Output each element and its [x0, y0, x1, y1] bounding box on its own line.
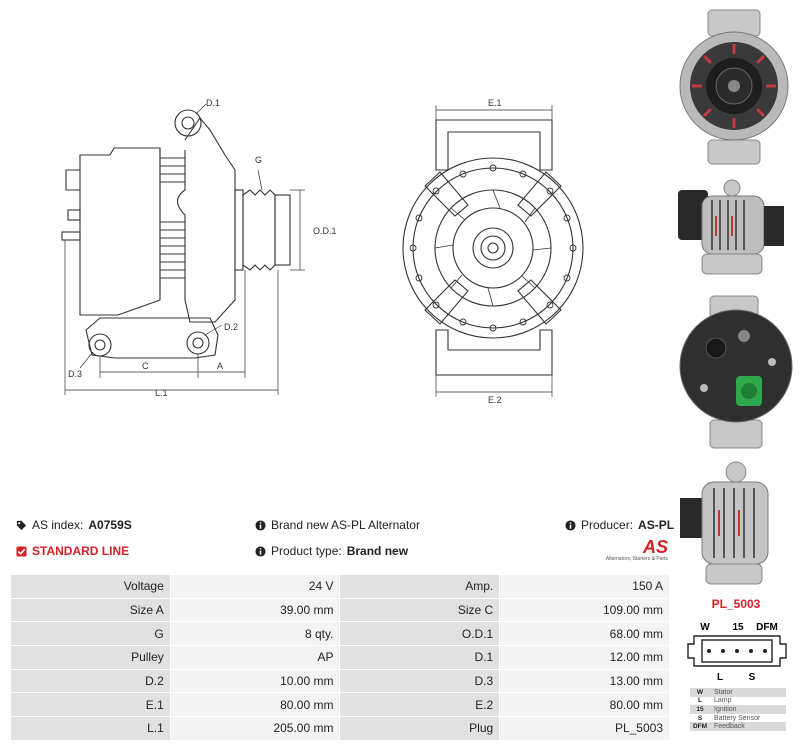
spec-label: Plug	[340, 717, 500, 741]
spec-row	[11, 622, 670, 646]
spec-value: 109.00 mm	[500, 598, 670, 622]
spec-row	[11, 693, 670, 717]
spec-label: Pulley	[11, 646, 171, 670]
legend-desc: Ignition	[714, 705, 737, 713]
label-c: C	[142, 361, 149, 371]
plug-pin-label: DFM	[756, 622, 778, 633]
spec-row	[11, 669, 670, 693]
product-type-value: Brand new	[346, 544, 409, 558]
checkbox-icon	[16, 546, 27, 557]
spec-row	[11, 598, 670, 622]
info-icon	[565, 520, 576, 531]
as-index-label: AS index:	[32, 518, 84, 532]
spec-label: Voltage	[11, 575, 171, 599]
label-e1: E.1	[488, 98, 502, 108]
label-g: G	[255, 155, 263, 165]
plug-diagram	[680, 616, 795, 686]
spec-label: D.2	[11, 669, 171, 693]
spec-value: 10.00 mm	[170, 669, 340, 693]
as-index-value: A0759S	[88, 518, 132, 532]
label-d2: D.2	[224, 322, 239, 332]
spec-value: 24 V	[170, 575, 340, 599]
spec-value: 68.00 mm	[500, 622, 670, 646]
alternator-photo[interactable]	[672, 458, 800, 590]
legend-key: L	[698, 697, 702, 705]
legend-key: W	[696, 688, 704, 696]
legend-key: 15	[696, 705, 704, 713]
spec-table	[10, 574, 670, 741]
spec-value: 12.00 mm	[500, 646, 670, 670]
legend-row	[690, 697, 786, 706]
producer-value: AS-PL	[638, 518, 675, 532]
legend-desc: Stator	[714, 688, 733, 696]
plug-pin-label: W	[700, 622, 710, 633]
product-type-label: Product type:	[271, 544, 342, 558]
spec-label: G	[11, 622, 171, 646]
tag-icon	[16, 520, 27, 531]
info-icon	[255, 520, 266, 531]
brand	[255, 518, 420, 532]
spec-value: 39.00 mm	[170, 598, 340, 622]
spec-value: 80.00 mm	[170, 693, 340, 717]
spec-value: 80.00 mm	[500, 693, 670, 717]
label-d1: D.1	[206, 98, 221, 108]
spec-label: L.1	[11, 717, 171, 741]
spec-label: O.D.1	[340, 622, 500, 646]
as-index	[16, 518, 132, 532]
label-d3: D.3	[68, 369, 83, 379]
info-icon	[255, 546, 266, 557]
product-info	[0, 512, 675, 572]
spec-label: E.2	[340, 693, 500, 717]
photo-gallery	[672, 0, 800, 600]
plug-title: PL_5003	[711, 597, 761, 611]
producer	[565, 518, 674, 532]
spec-label: D.3	[340, 669, 500, 693]
alternator-photo[interactable]	[672, 6, 800, 166]
legend-desc: Lamp	[714, 697, 732, 705]
asl-logo	[600, 538, 668, 562]
label-l1: L.1	[155, 388, 168, 398]
spec-value: PL_5003	[500, 717, 670, 741]
label-od1: O.D.1	[313, 226, 337, 236]
spec-label: Amp.	[340, 575, 500, 599]
legend-desc: Battery Sensor	[714, 714, 761, 722]
spec-row	[11, 575, 670, 599]
spec-value: 13.00 mm	[500, 669, 670, 693]
label-a: A	[217, 361, 224, 371]
standard-line	[16, 544, 129, 558]
legend-row	[690, 722, 786, 731]
spec-value: 150 A	[500, 575, 670, 599]
spec-row	[11, 717, 670, 741]
spec-label: Size C	[340, 598, 500, 622]
logo-mark: AS	[642, 537, 668, 557]
spec-value: AP	[170, 646, 340, 670]
product-type	[255, 544, 408, 558]
legend-key: DFM	[692, 723, 708, 731]
plug-legend	[690, 688, 786, 731]
brand-text: Brand new AS-PL Alternator	[271, 518, 420, 532]
producer-label: Producer:	[581, 518, 634, 532]
logo-tagline: Alternators, Starters & Parts	[605, 556, 668, 562]
legend-key: S	[697, 714, 703, 722]
spec-value: 205.00 mm	[170, 717, 340, 741]
alternator-photo[interactable]	[672, 292, 800, 452]
alternator-photo[interactable]	[672, 176, 800, 286]
label-e2: E.2	[488, 395, 502, 405]
spec-label: D.1	[340, 646, 500, 670]
spec-row	[11, 646, 670, 670]
legend-desc: Feedback	[714, 723, 745, 731]
plug-pin-label: 15	[732, 622, 744, 633]
plug-pin-label: S	[748, 672, 756, 683]
legend-row	[690, 705, 786, 714]
spec-value: 8 qty.	[170, 622, 340, 646]
plug-pin-label: L	[716, 672, 724, 683]
legend-row	[690, 688, 786, 697]
spec-label: Size A	[11, 598, 171, 622]
standard-line-label: STANDARD LINE	[32, 544, 130, 558]
spec-label: E.1	[11, 693, 171, 717]
legend-row	[690, 714, 786, 723]
